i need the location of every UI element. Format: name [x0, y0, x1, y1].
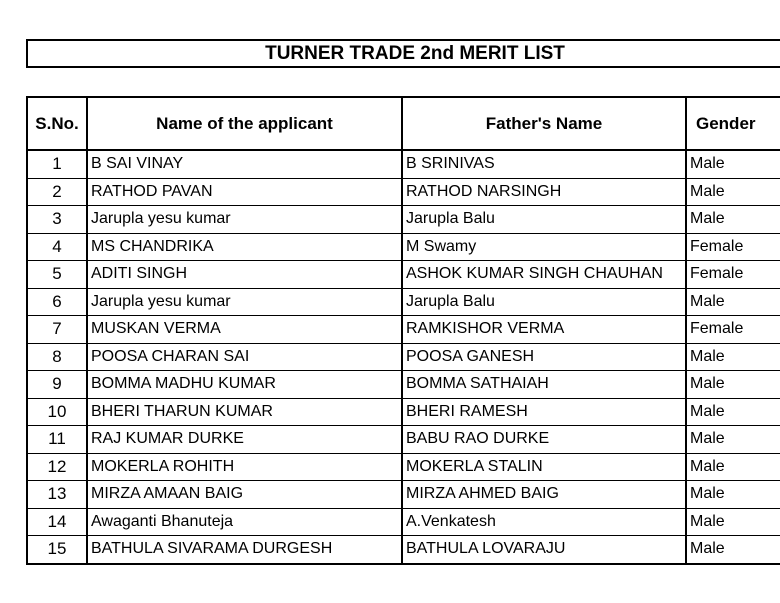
cell-father-name: B SRINIVAS [402, 150, 686, 178]
cell-sno: 14 [27, 508, 87, 536]
cell-gender: Female [686, 261, 780, 289]
cell-name: B SAI VINAY [87, 150, 402, 178]
cell-sno: 12 [27, 453, 87, 481]
cell-sno: 6 [27, 288, 87, 316]
cell-father-name: RAMKISHOR VERMA [402, 316, 686, 344]
cell-gender: Female [686, 316, 780, 344]
table-row [27, 508, 780, 536]
cell-gender: Female [686, 233, 780, 261]
cell-gender: Male [686, 288, 780, 316]
cell-sno: 7 [27, 316, 87, 344]
cell-name: BOMMA MADHU KUMAR [87, 371, 402, 399]
cell-sno: 8 [27, 343, 87, 371]
cell-name: ADITI SINGH [87, 261, 402, 289]
cell-name: MIRZA AMAAN BAIG [87, 481, 402, 509]
page-title: TURNER TRADE 2nd MERIT LIST [265, 42, 565, 64]
cell-gender: Male [686, 508, 780, 536]
cell-father-name: MIRZA AHMED BAIG [402, 481, 686, 509]
table-header-row [27, 97, 780, 150]
cell-sno: 15 [27, 536, 87, 564]
cell-father-name: MOKERLA STALIN [402, 453, 686, 481]
cell-father-name: BHERI RAMESH [402, 398, 686, 426]
table-row [27, 371, 780, 399]
cell-sno: 9 [27, 371, 87, 399]
cell-sno: 13 [27, 481, 87, 509]
table-row [27, 288, 780, 316]
cell-name: MOKERLA ROHITH [87, 453, 402, 481]
header-father-name: Father's Name [402, 97, 686, 150]
header-gender: Gender [686, 97, 780, 150]
table-row [27, 178, 780, 206]
cell-sno: 4 [27, 233, 87, 261]
cell-father-name: RATHOD NARSINGH [402, 178, 686, 206]
cell-father-name: A.Venkatesh [402, 508, 686, 536]
table-row [27, 316, 780, 344]
cell-sno: 10 [27, 398, 87, 426]
cell-gender: Male [686, 398, 780, 426]
cell-father-name: ASHOK KUMAR SINGH CHAUHAN [402, 261, 686, 289]
cell-gender: Male [686, 426, 780, 454]
cell-name: Jarupla yesu kumar [87, 288, 402, 316]
cell-gender: Male [686, 206, 780, 234]
cell-gender: Male [686, 481, 780, 509]
cell-name: MS CHANDRIKA [87, 233, 402, 261]
cell-name: RATHOD PAVAN [87, 178, 402, 206]
merit-list-table [26, 96, 780, 565]
table-row [27, 261, 780, 289]
cell-father-name: POOSA GANESH [402, 343, 686, 371]
cell-gender: Male [686, 343, 780, 371]
cell-sno: 3 [27, 206, 87, 234]
table-row [27, 426, 780, 454]
cell-gender: Male [686, 371, 780, 399]
cell-father-name: BABU RAO DURKE [402, 426, 686, 454]
cell-sno: 1 [27, 150, 87, 178]
cell-name: Jarupla yesu kumar [87, 206, 402, 234]
cell-name: RAJ KUMAR DURKE [87, 426, 402, 454]
cell-name: BATHULA SIVARAMA DURGESH [87, 536, 402, 564]
table-row [27, 206, 780, 234]
cell-gender: Male [686, 536, 780, 564]
header-sno: S.No. [27, 97, 87, 150]
cell-father-name: M Swamy [402, 233, 686, 261]
cell-father-name: Jarupla Balu [402, 288, 686, 316]
cell-father-name: Jarupla Balu [402, 206, 686, 234]
table-row [27, 536, 780, 564]
cell-gender: Male [686, 150, 780, 178]
cell-father-name: BOMMA SATHAIAH [402, 371, 686, 399]
header-name: Name of the applicant [87, 97, 402, 150]
cell-name: BHERI THARUN KUMAR [87, 398, 402, 426]
cell-name: MUSKAN VERMA [87, 316, 402, 344]
table-row [27, 150, 780, 178]
cell-gender: Male [686, 453, 780, 481]
cell-father-name: BATHULA LOVARAJU [402, 536, 686, 564]
cell-sno: 5 [27, 261, 87, 289]
cell-gender: Male [686, 178, 780, 206]
cell-sno: 2 [27, 178, 87, 206]
table-row [27, 398, 780, 426]
table-row [27, 453, 780, 481]
table-row [27, 481, 780, 509]
table-row [27, 343, 780, 371]
table-row [27, 233, 780, 261]
cell-name: Awaganti Bhanuteja [87, 508, 402, 536]
title-box [26, 39, 780, 68]
cell-name: POOSA CHARAN SAI [87, 343, 402, 371]
cell-sno: 11 [27, 426, 87, 454]
